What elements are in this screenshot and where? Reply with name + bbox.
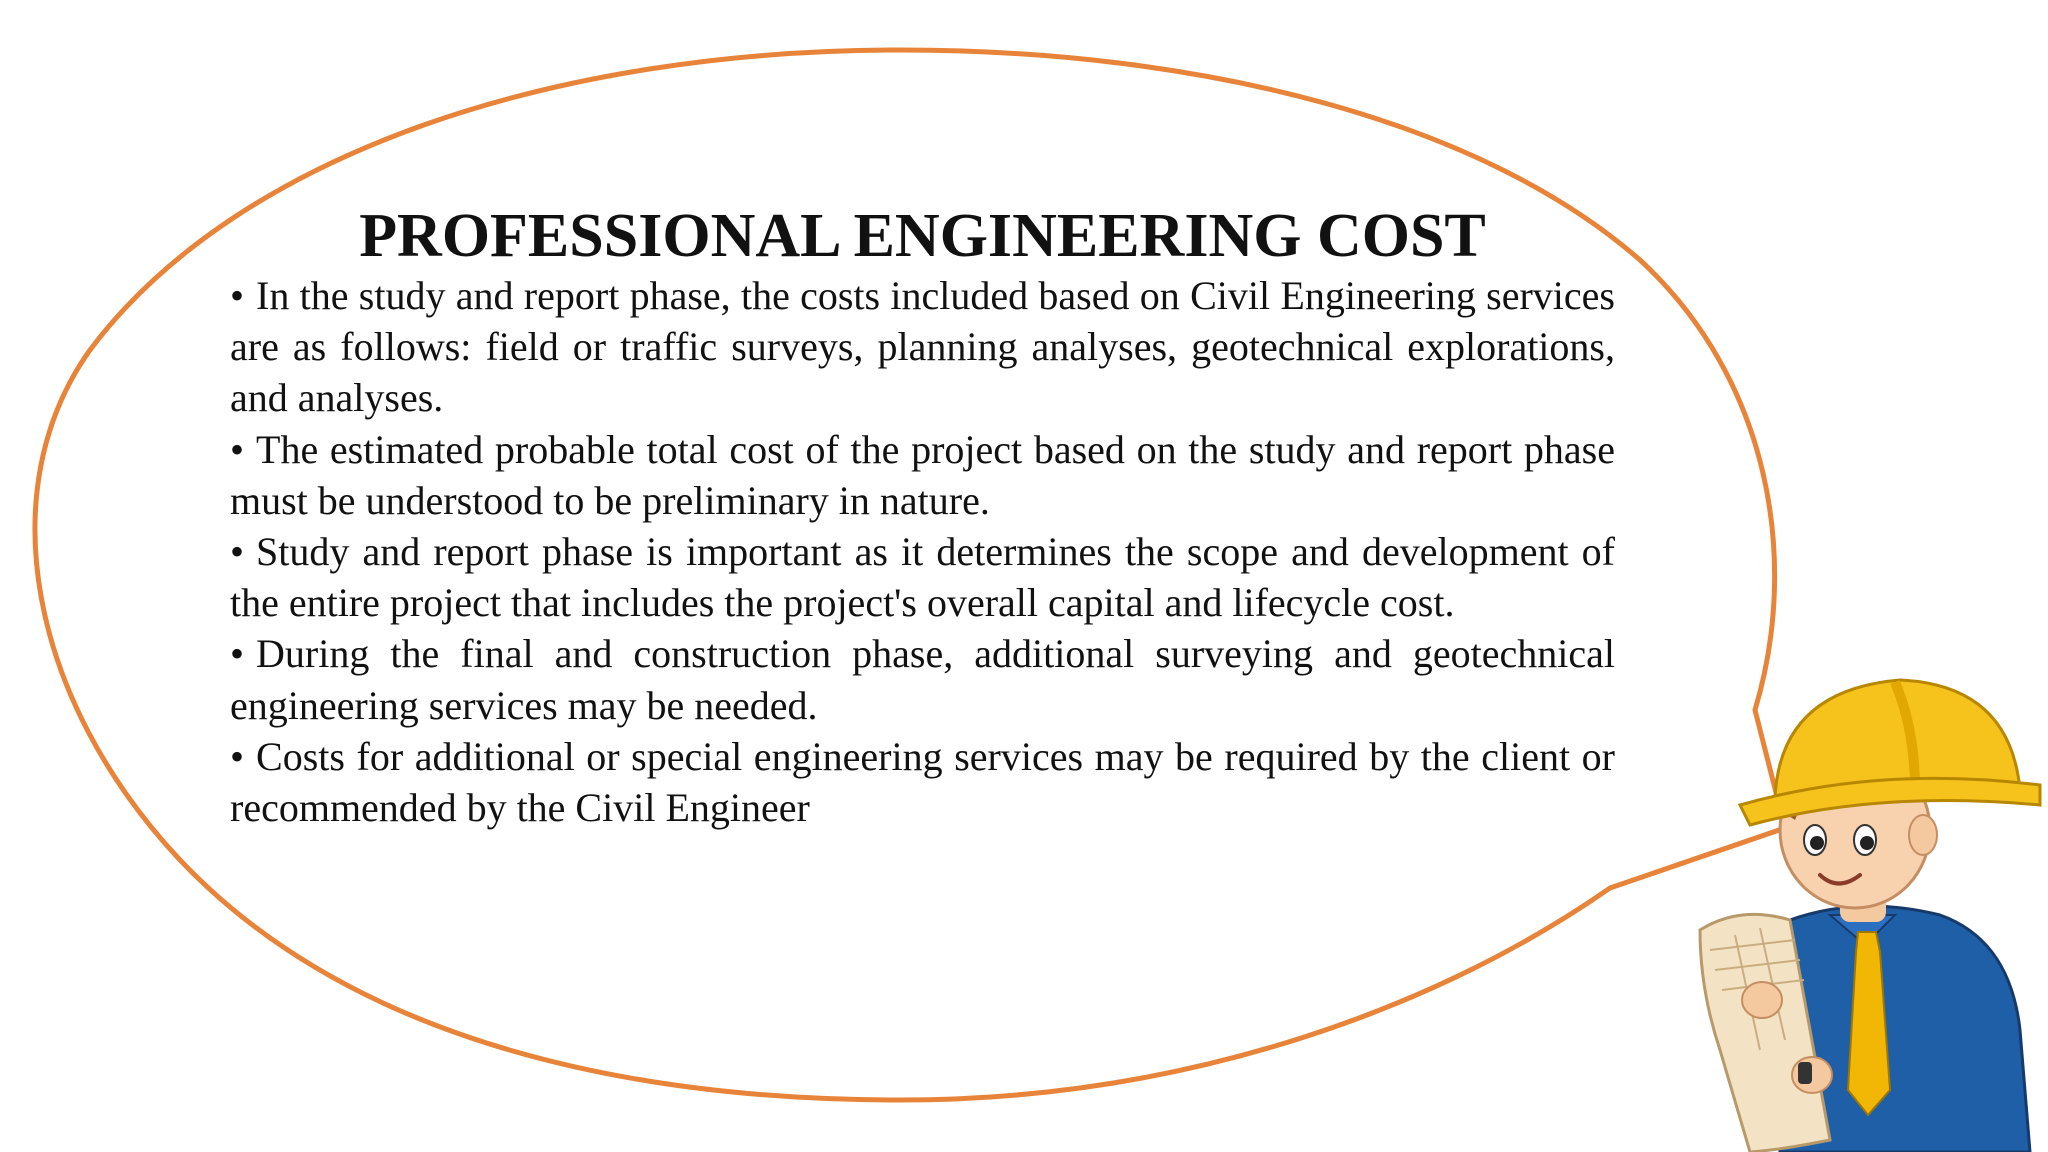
bullet-item (230, 270, 1615, 424)
bullet-item (230, 731, 1615, 833)
ear-shape (1909, 815, 1937, 855)
bullet-symbol: • (230, 631, 245, 677)
slide-title: PROFESSIONAL ENGINEERING COST (359, 202, 1486, 270)
left-pupil (1810, 836, 1824, 850)
bullet-item (230, 526, 1615, 628)
bullet-list (230, 270, 1615, 833)
watch-shape (1798, 1062, 1812, 1084)
bullet-item (230, 424, 1615, 526)
bullet-symbol: • (230, 733, 245, 779)
bullet-symbol: • (230, 529, 245, 575)
bullet-item (230, 628, 1615, 730)
bullet-text: Study and report phase is important as it determines the scope and development of the entire project that includes the project's overall capital and lifecycle cost. (230, 529, 1615, 626)
bullet-text: In the study and report phase, the costs included based on Civil Engineering services are as follows: field or traffic surveys, planning analyses, geotechnical explorations, and analyses. (230, 273, 1615, 421)
bullet-symbol: • (230, 426, 245, 472)
bullet-text: During the final and construction phase, additional surveying and geotechnical engineering services may be needed. (230, 631, 1615, 728)
bullet-text: Costs for additional or special engineering services may be required by the client or recommended by the Civil Engineer (230, 733, 1615, 831)
right-pupil (1860, 836, 1874, 850)
engineer-character-icon (1680, 670, 2048, 1152)
bullet-symbol: • (230, 273, 245, 318)
left-hand (1742, 982, 1782, 1018)
bullet-text: The estimated probable total cost of the project based on the study and report phase must be understood to be preliminary in nature. (230, 426, 1615, 523)
